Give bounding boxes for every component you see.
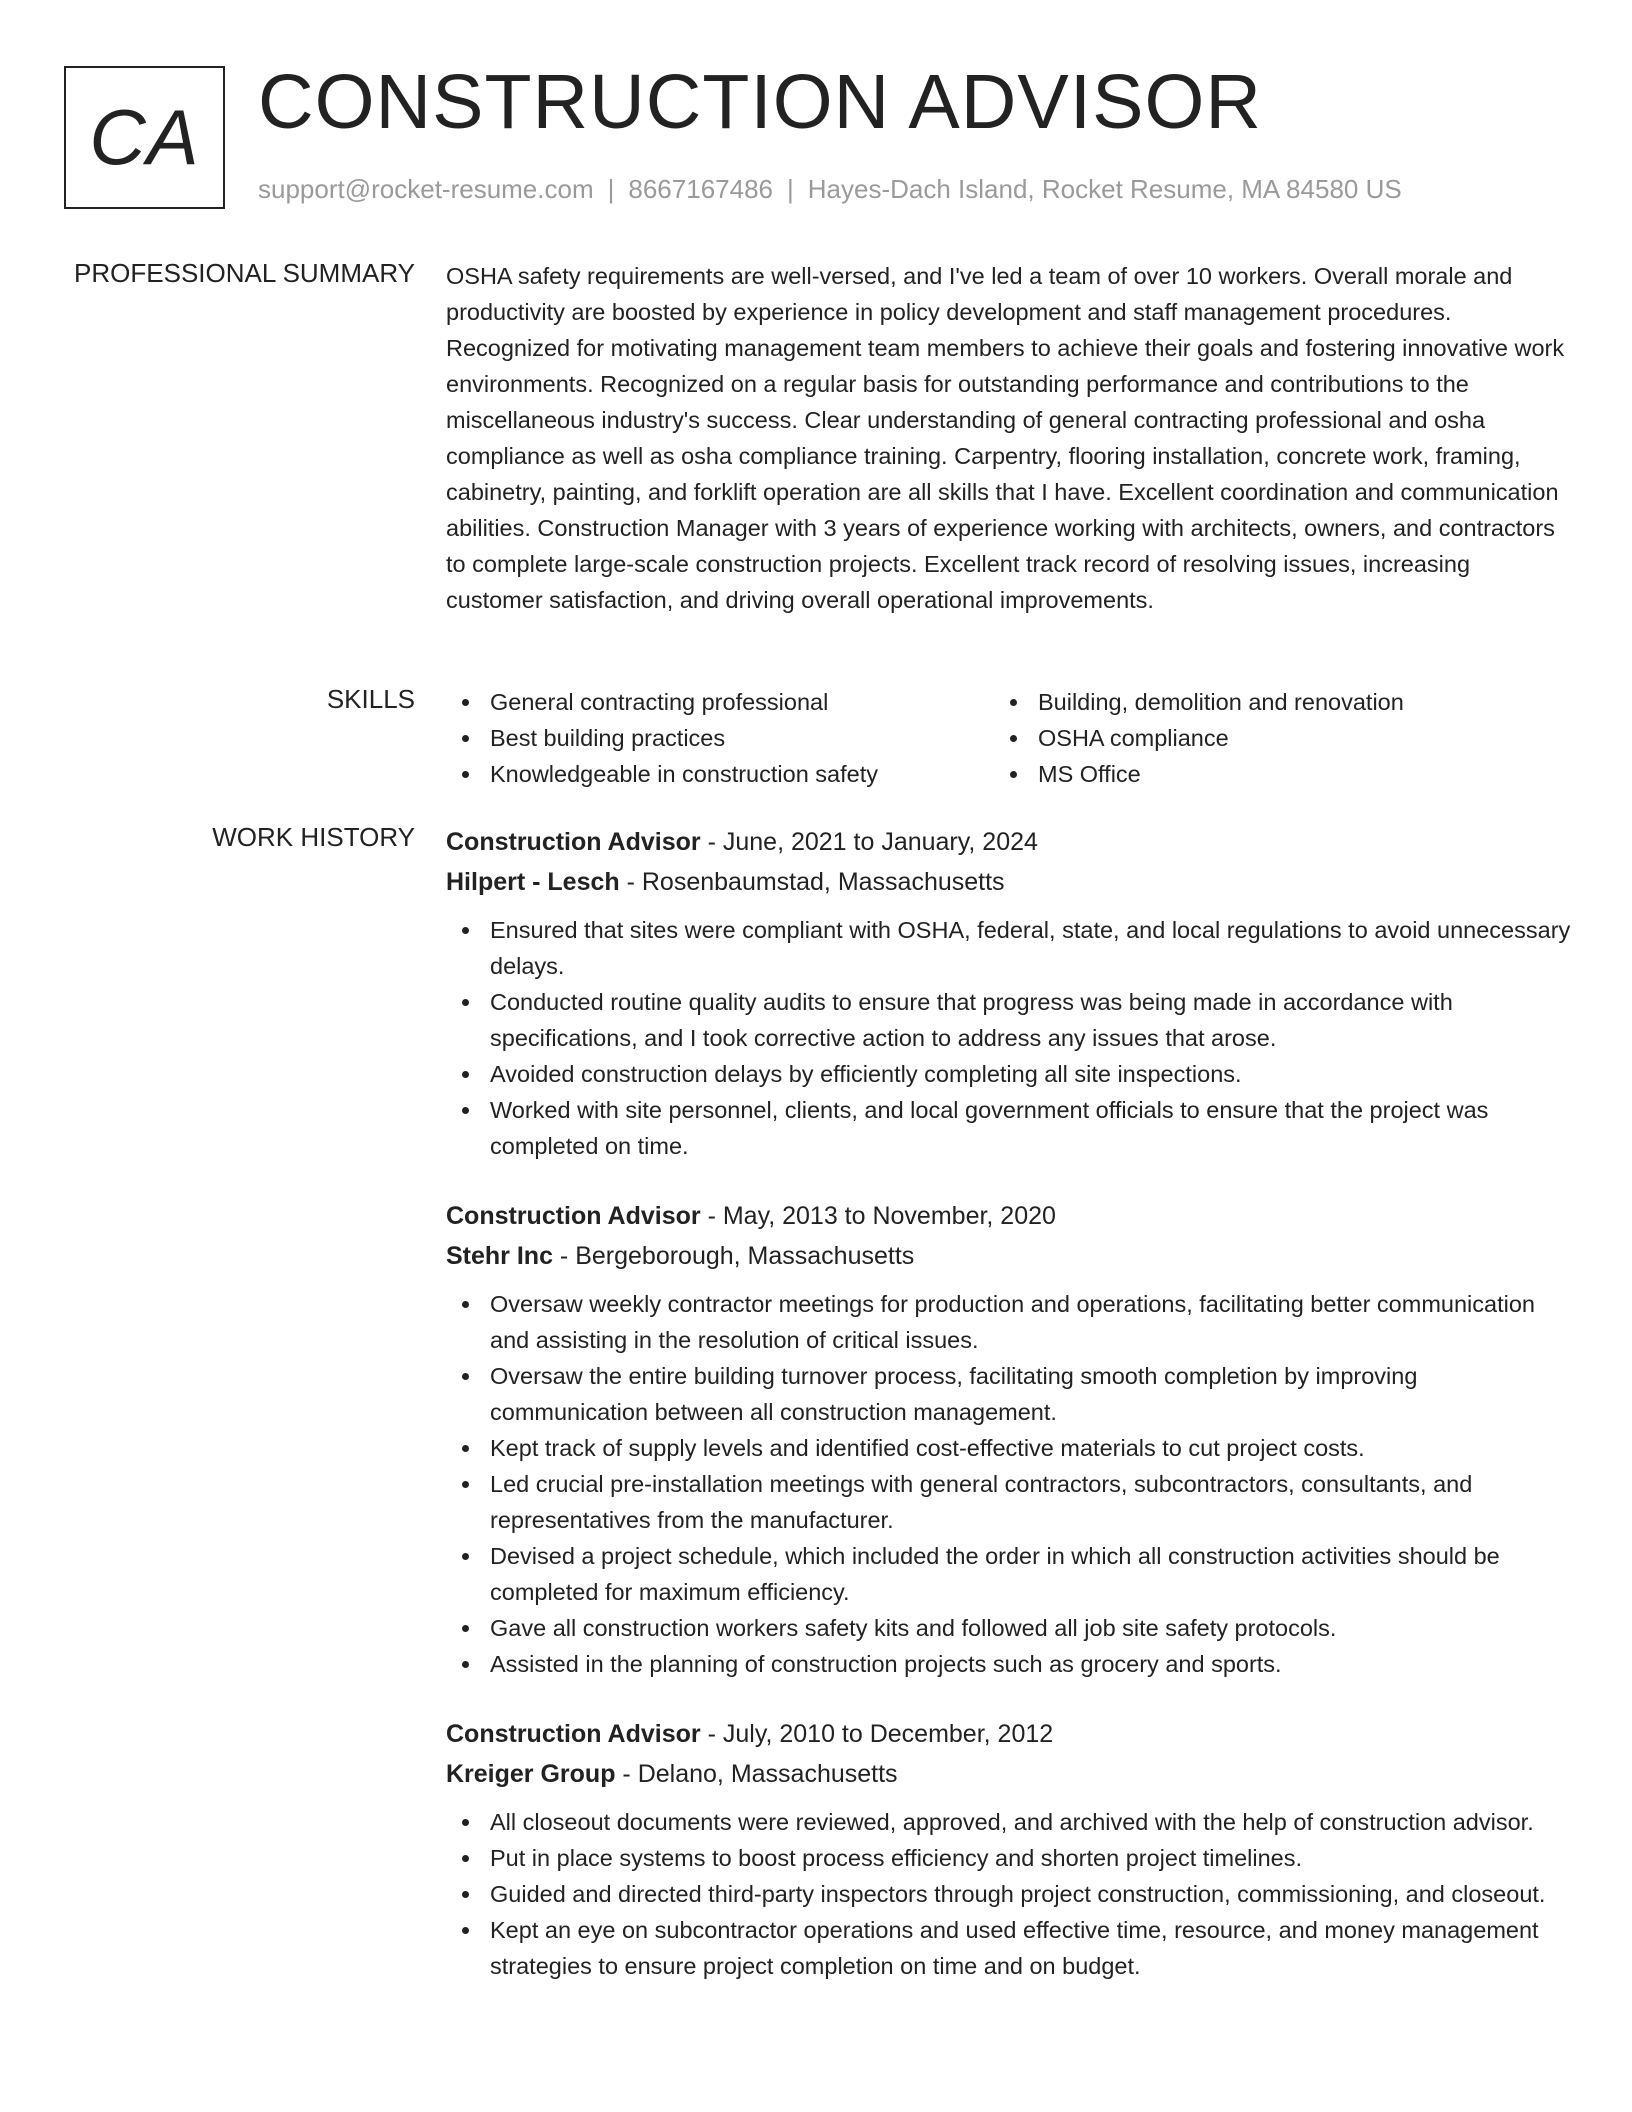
job-bullet: All closeout documents were reviewed, approved, and archived with the help of construction advisor. (446, 1804, 1572, 1840)
contact-email[interactable]: support@rocket-resume.com (258, 174, 594, 204)
skill-item: Best building practices (446, 720, 994, 756)
skills-grid (446, 684, 1572, 792)
candidate-name: CONSTRUCTION ADVISOR (258, 59, 1262, 145)
job-company-line (446, 1754, 1572, 1794)
contact-separator: | (607, 174, 615, 204)
skill-item: Building, demolition and renovation (994, 684, 1542, 720)
job-bullet: Put in place systems to boost process efficiency and shorten project timelines. (446, 1840, 1572, 1876)
job-bullet: Gave all construction workers safety kits and followed all job site safety protocols. (446, 1610, 1572, 1646)
summary-text: OSHA safety requirements are well-versed, and I've led a team of over 10 workers. Overall morale and productivity are boosted by experience in policy development and staff management procedures. Recognized for motivating management team members to achieve their goals and fostering innovative work environments. Recognized on a regular basis for outstanding performance and contributions to the miscellaneous industry's success. Clear understanding of general contracting professional and osha compliance as well as osha compliance training. Carpentry, flooring installation, concrete work, framing, cabinetry, painting, and forklift operation are all skills that I have. Excellent coordination and communication abilities. Construction Manager with 3 years of experience working with architects, owners, and contractors to complete large-scale construction projects. Excellent track record of resolving issues, increasing customer satisfaction, and driving overall operational improvements. (446, 263, 1565, 613)
job-title-line (446, 1196, 1572, 1236)
job-bullet: Assisted in the planning of construction projects such as grocery and sports. (446, 1646, 1572, 1682)
job-bullets (446, 1804, 1572, 1984)
job-location: - Bergeborough, Massachusetts (552, 1242, 915, 1270)
monogram-box (64, 66, 225, 209)
job-title-line (446, 822, 1572, 862)
skills-column-right (994, 684, 1542, 792)
skills-column-left (446, 684, 994, 792)
skills-heading: SKILLS (326, 684, 415, 714)
job-entry (446, 1196, 1572, 1682)
skill-item: Knowledgeable in construction safety (446, 756, 994, 792)
job-entry (446, 822, 1572, 1164)
work-history-heading: WORK HISTORY (212, 822, 415, 852)
job-location: - Rosenbaumstad, Massachusetts (619, 868, 1005, 896)
job-location: - Delano, Massachusetts (615, 1760, 898, 1788)
job-bullet: Kept track of supply levels and identified cost-effective materials to cut project costs. (446, 1430, 1572, 1466)
job-bullet: Kept an eye on subcontractor operations and used effective time, resource, and money management strategies to ensure project completion on time and on budget. (446, 1912, 1572, 1984)
job-bullet: Oversaw weekly contractor meetings for production and operations, facilitating better communication and assisting in the resolution of critical issues. (446, 1286, 1572, 1358)
job-company-line (446, 1236, 1572, 1276)
job-company: Hilpert - Lesch (446, 868, 620, 896)
contact-separator: | (787, 174, 794, 204)
job-role: Construction Advisor (446, 1202, 701, 1230)
job-bullet: Avoided construction delays by efficiently completing all site inspections. (446, 1056, 1572, 1092)
monogram-initials: CA (89, 93, 200, 181)
job-bullet: Worked with site personnel, clients, and local government officials to ensure that the project was completed on time. (446, 1092, 1572, 1164)
job-dates: - June, 2021 to January, 2024 (700, 828, 1038, 856)
skill-item: OSHA compliance (994, 720, 1542, 756)
job-company: Stehr Inc (446, 1242, 553, 1270)
job-role: Construction Advisor (446, 828, 701, 856)
contact-phone[interactable]: 8667167486 (628, 174, 773, 204)
job-dates: - July, 2010 to December, 2012 (700, 1720, 1054, 1748)
skill-item: MS Office (994, 756, 1542, 792)
job-bullet: Ensured that sites were compliant with OSHA, federal, state, and local regulations to avoid unnecessary delays. (446, 912, 1572, 984)
job-entry (446, 1714, 1572, 1984)
job-title-line (446, 1714, 1572, 1754)
job-bullet: Conducted routine quality audits to ensure that progress was being made in accordance with specifications, and I took corrective action to address any issues that arose. (446, 984, 1572, 1056)
skill-item: General contracting professional (446, 684, 994, 720)
job-bullet: Guided and directed third-party inspectors through project construction, commissioning, and closeout. (446, 1876, 1572, 1912)
contact-line (258, 174, 1402, 205)
job-bullets (446, 1286, 1572, 1682)
job-company-line (446, 862, 1572, 902)
job-bullets (446, 912, 1572, 1164)
summary-heading: PROFESSIONAL SUMMARY (74, 258, 415, 288)
job-bullet: Devised a project schedule, which included the order in which all construction activities should be completed for maximum efficiency. (446, 1538, 1572, 1610)
job-role: Construction Advisor (446, 1720, 701, 1748)
job-bullet: Led crucial pre-installation meetings with general contractors, subcontractors, consultants, and representatives from the manufacturer. (446, 1466, 1572, 1538)
job-company: Kreiger Group (446, 1760, 616, 1788)
job-bullet: Oversaw the entire building turnover process, facilitating smooth completion by improving communication between all construction management. (446, 1358, 1572, 1430)
contact-address: Hayes-Dach Island, Rocket Resume, MA 84580 US (807, 174, 1402, 204)
job-dates: - May, 2013 to November, 2020 (700, 1202, 1056, 1230)
